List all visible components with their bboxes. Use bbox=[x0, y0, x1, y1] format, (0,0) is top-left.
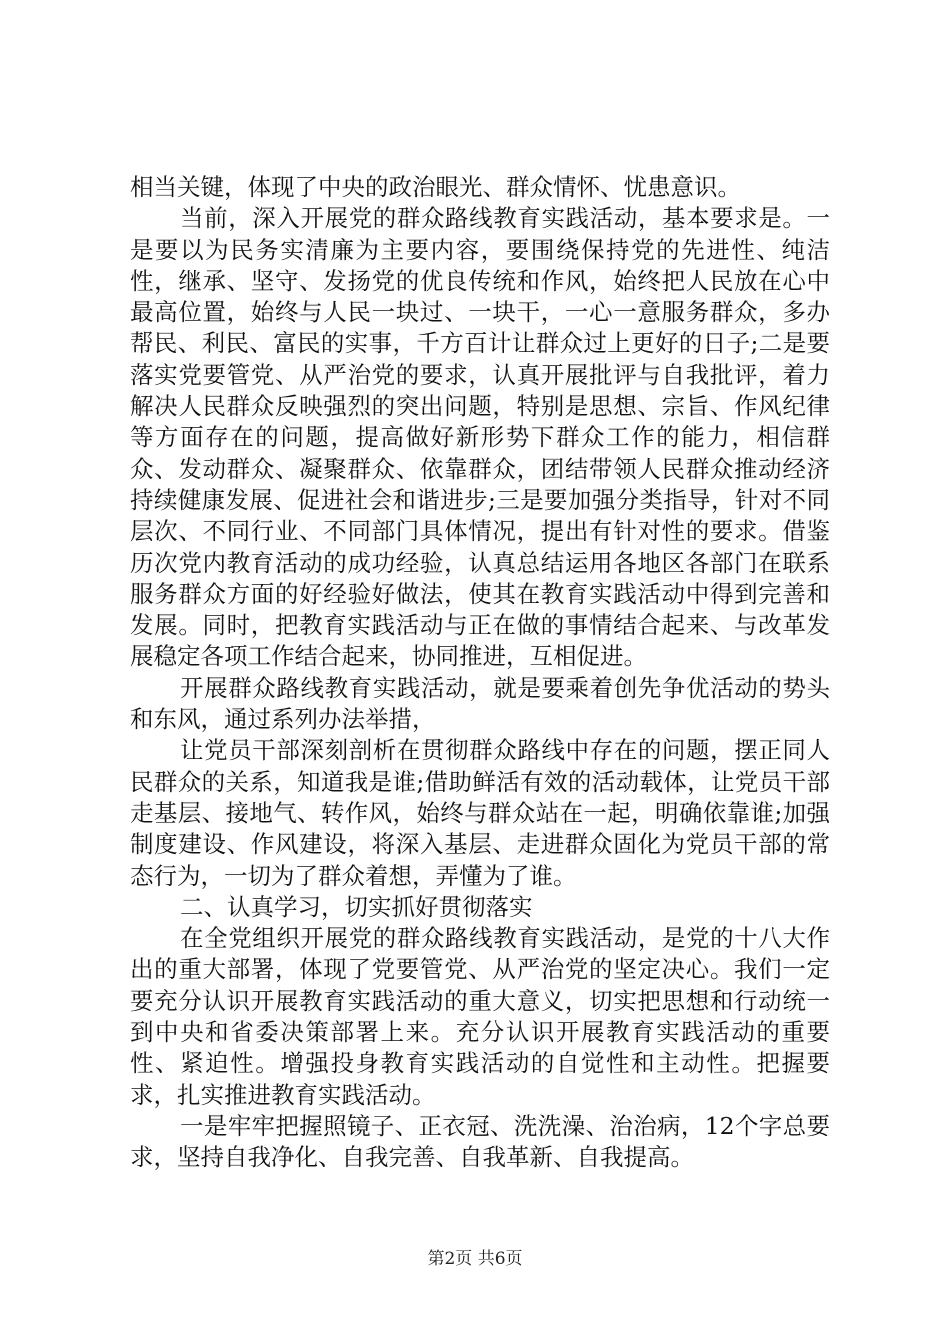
paragraph-4: 让党员干部深刻剖析在贯彻群众路线中存在的问题，摆正同人民群众的关系，知道我是谁;借助鲜活有效的活动载体，让党员干部走基层、接地气、转作风，始终与群众站在一起，明确依靠谁;加强制度建设、作风建设，将深入基层、走进群众固化为党员干部的常态行为，一切为了群众着想，弄懂为了谁。 bbox=[130, 736, 830, 890]
paragraph-5: 在全党组织开展党的群众路线教育实践活动，是党的十八大作出的重大部署，体现了党要管党、从严治党的坚定决心。我们一定要充分认识开展教育实践活动的重大意义，切实把思想和行动统一到中央和省委决策部署上来。充分认识开展教育实践活动的重要性、紧迫性。增强投身教育实践活动的自觉性和主动性。把握要求，扎实推进教育实践活动。 bbox=[130, 924, 830, 1109]
page-number-footer: 第2页 共6页 bbox=[427, 1249, 523, 1269]
paragraph-1: 相当关键，体现了中央的政治眼光、群众情怀、忧患意识。 bbox=[130, 173, 741, 201]
paragraph-6: 一是牢牢把握照镜子、正衣冠、洗洗澡、治治病，12个字总要求，坚持自我净化、自我完善、自我革新、自我提高。 bbox=[130, 1111, 830, 1172]
section-heading: 二、认真学习，切实抓好贯彻落实 bbox=[180, 892, 533, 921]
document-body bbox=[130, 172, 830, 1174]
paragraph-2: 当前，深入开展党的群众路线教育实践活动，基本要求是。一是要以为民务实清廉为主要内容，要围绕保持党的先进性、纯洁性，继承、坚守、发扬党的优良传统和作风，始终把人民放在心中最高位置，始终与人民一块过、一块干，一心一意服务群众，多办帮民、利民、富民的实事，千方百计让群众过上更好的日子;二是要落实党要管党、从严治党的要求，认真开展批评与自我批评，着力解决人民群众反映强烈的突出问题，特别是思想、宗旨、作风纪律等方面存在的问题，提高做好新形势下群众工作的能力，相信群众、发动群众、凝聚群众、依靠群众，团结带领人民群众推动经济持续健康发展、促进社会和谐进步;三是要加强分类指导，针对不同层次、不同行业、不同部门具体情况，提出有针对性的要求。借鉴历次党内教育活动的成功经验，认真总结运用各地区各部门在联系服务群众方面的好经验好做法，使其在教育实践活动中得到完善和发展。同时，把教育实践活动与正在做的事情结合起来、与改革发展稳定各项工作结合起来，协同推进，互相促进。 bbox=[130, 204, 830, 671]
paragraph-3: 开展群众路线教育实践活动，就是要乘着创先争优活动的势头和东风，通过系列办法举措， bbox=[130, 673, 830, 734]
